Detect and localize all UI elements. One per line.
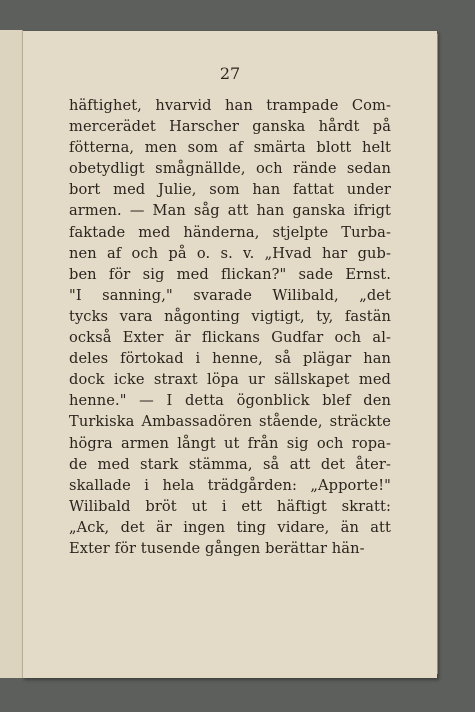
text-line: mercerädet Harscher ganska hårdt på [69, 118, 391, 136]
text-line: dock icke straxt löpa ur sällskapet med [69, 371, 391, 389]
text-line: faktade med händerna, stjelpte Turba- [69, 223, 391, 241]
page-number: 27 [219, 64, 241, 83]
book-page [22, 31, 437, 678]
text-line: Exter för tusende gången berättar hän- [69, 539, 365, 557]
text-line: "I sanning," svarade Wilibald, „det [69, 286, 391, 304]
text-line: henne." — I detta ögonblick blef den [69, 392, 391, 410]
text-line: fötterna, men som af smärta blott helt [69, 139, 391, 157]
text-line: obetydligt smågnällde, och rände sedan [69, 160, 391, 178]
text-line: Turkiska Ambassadören stående, sträckte [69, 413, 391, 431]
text-line: tycks vara någonting vigtigt, ty, fastän [69, 307, 391, 325]
body-text [69, 95, 391, 559]
text-line: Wilibald bröt ut i ett häftigt skratt: [69, 497, 391, 515]
text-line: deles förtokad i henne, så plägar han [69, 350, 391, 368]
text-line: högra armen långt ut från sig och ropa- [69, 434, 391, 452]
text-line: armen. — Man såg att han ganska ifrigt [69, 202, 391, 220]
text-line: skallade i hela trädgården: „Apporte!" [69, 476, 391, 494]
text-line: häftighet, hvarvid han trampade Com- [69, 97, 391, 114]
text-line: „Ack, det är ingen ting vidare, än att [69, 518, 391, 536]
text-line: ben för sig med flickan?" sade Ernst. [69, 265, 391, 283]
left-page-edge [0, 30, 23, 678]
text-line: nen af och på o. s. v. „Hvad har gub- [69, 244, 391, 262]
text-line: bort med Julie, som han fattat under [69, 181, 391, 199]
text-line: också Exter är flickans Gudfar och al- [69, 329, 391, 347]
text-line: de med stark stämma, så att det åter- [69, 455, 391, 473]
